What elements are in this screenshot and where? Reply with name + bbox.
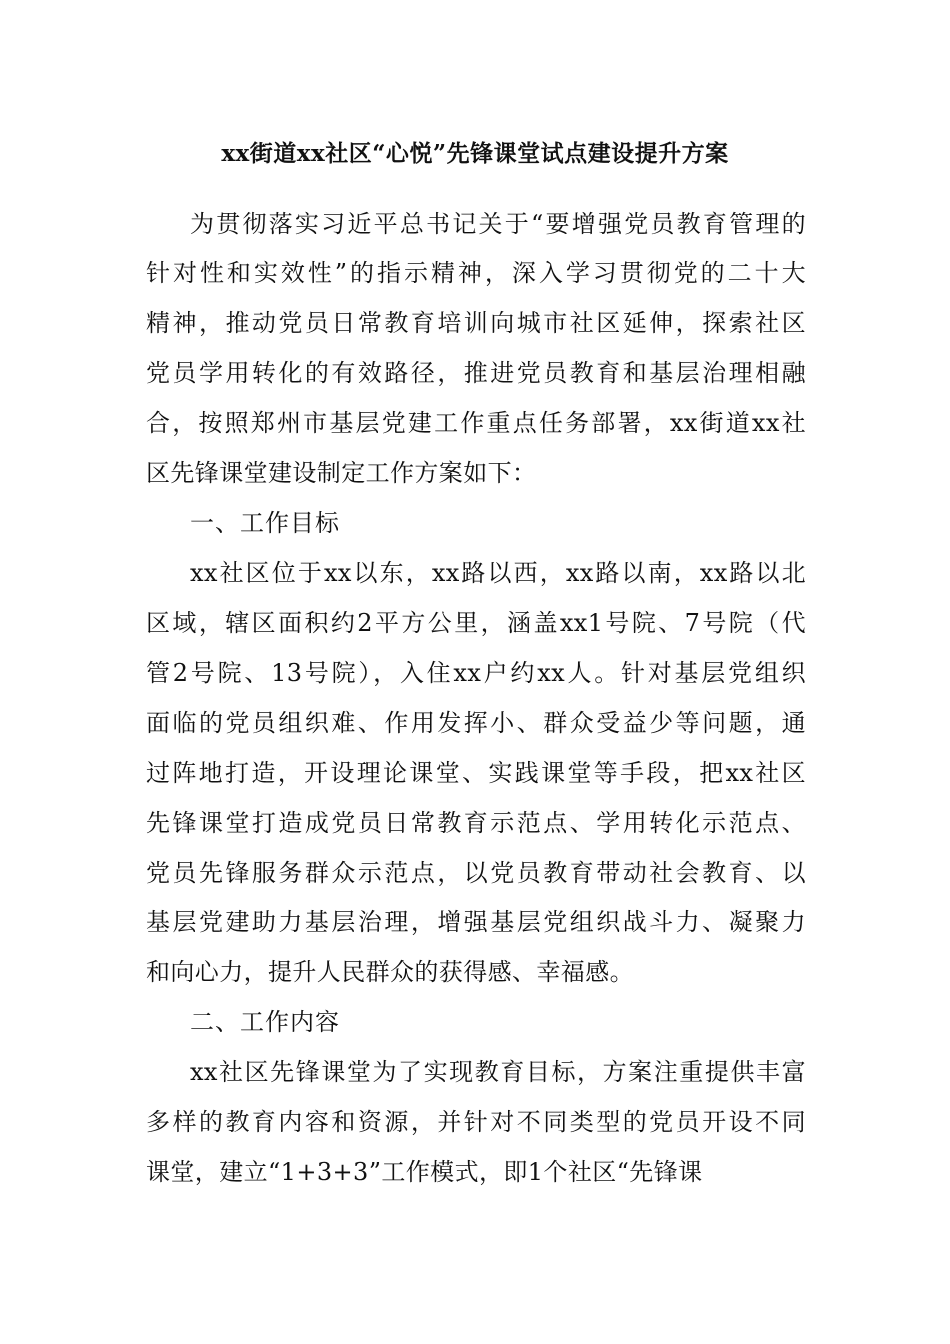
paragraph-line: 区先锋课堂建设制定工作方案如下： xyxy=(146,459,537,487)
paragraph-line: 针对性和实效性”的指示精神，深入学习贯彻党的二十大 xyxy=(146,259,806,287)
paragraph-line: 过阵地打造，开设理论课堂、实践课堂等手段，把xx社区 xyxy=(146,759,806,787)
paragraph-line: 党员先锋服务群众示范点，以党员教育带动社会教育、以 xyxy=(146,859,806,887)
paragraph-line: 合，按照郑州市基层党建工作重点任务部署，xx街道xx社 xyxy=(146,409,806,437)
paragraph-line: 多样的教育内容和资源，并针对不同类型的党员开设不同 xyxy=(146,1108,806,1136)
paragraph-line: 精神，推动党员日常教育培训向城市社区延伸，探索社区 xyxy=(146,309,806,337)
paragraph-line: 先锋课堂打造成党员日常教育示范点、学用转化示范点、 xyxy=(146,809,806,837)
paragraph-line: 区域，辖区面积约2平方公里，涵盖xx1号院、7号院（代 xyxy=(146,609,806,637)
paragraph-line: 为贯彻落实习近平总书记关于“要增强党员教育管理的 xyxy=(190,210,806,238)
paragraph-line: 课堂，建立“1+3+3”工作模式，即1个社区“先锋课 xyxy=(146,1158,703,1186)
paragraph-line: xx社区位于xx以东，xx路以西，xx路以南，xx路以北 xyxy=(190,559,806,587)
section-heading: 一、工作目标 xyxy=(190,509,340,537)
paragraph-line: 面临的党员组织难、作用发挥小、群众受益少等问题，通 xyxy=(146,709,806,737)
section-heading: 二、工作内容 xyxy=(190,1008,340,1036)
paragraph-line: 和向心力，提升人民群众的获得感、幸福感。 xyxy=(146,958,634,986)
paragraph-line: xx社区先锋课堂为了实现教育目标，方案注重提供丰富 xyxy=(190,1058,806,1086)
paragraph-line: 管2号院、13号院），入住xx户约xx人。针对基层党组织 xyxy=(146,659,806,687)
document-title: xx街道xx社区“心悦”先锋课堂试点建设提升方案 xyxy=(221,140,729,167)
paragraph-line: 党员学用转化的有效路径，推进党员教育和基层治理相融 xyxy=(146,359,806,387)
paragraph-line: 基层党建助力基层治理，增强基层党组织战斗力、凝聚力 xyxy=(146,908,806,936)
